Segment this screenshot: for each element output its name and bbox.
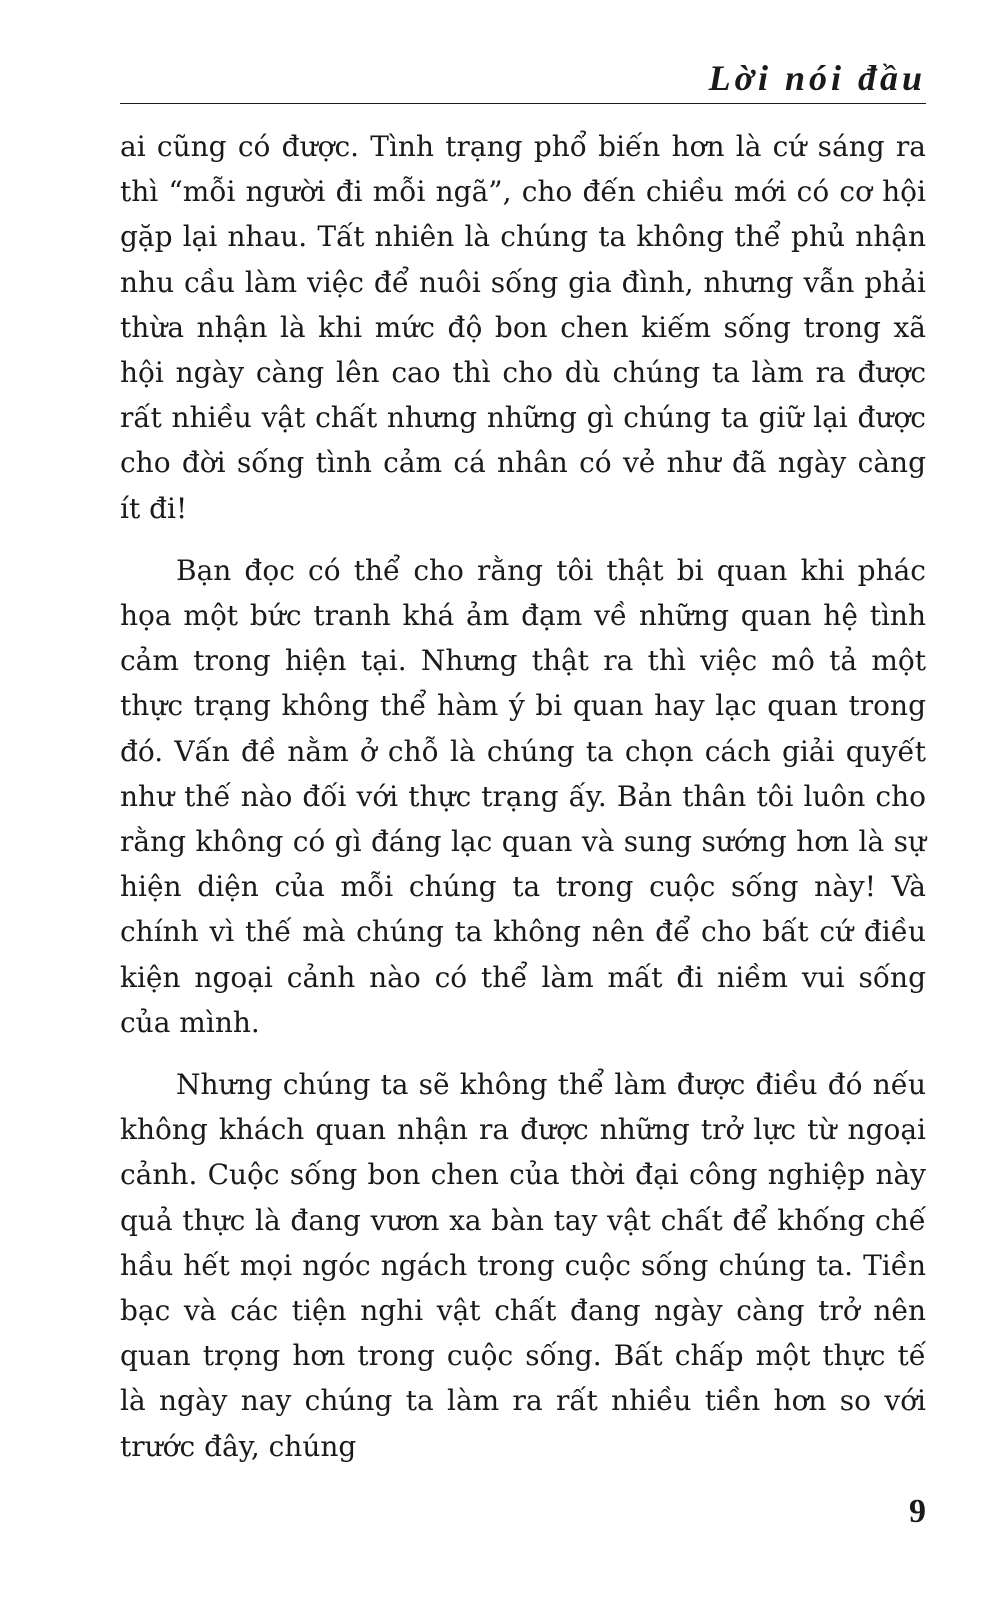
paragraph: Bạn đọc có thể cho rằng tôi thật bi quan khi phác họa một bức tranh khá ảm đạm về những quan hệ tình cảm trong hiện tại. Nhưng thật ra thì việc mô tả một thực trạng không thể hàm ý bi quan hay lạc quan trong đó. Vấn đề nằm ở chỗ là chúng ta chọn cách giải quyết như thế nào đối với thực trạng ấy. Bản thân tôi luôn cho rằng không có gì đáng lạc quan và sung sướng hơn là sự hiện diện của mỗi chúng ta trong cuộc sống này! Và chính vì thế mà chúng ta không nên để cho bất cứ điều kiện ngoại cảnh nào có thể làm mất đi niềm vui sống của mình. xyxy=(120,553,926,1039)
header-divider xyxy=(120,103,926,104)
paragraph-continued: ai cũng có được. Tình trạng phổ biến hơn là cứ sáng ra thì “mỗi người đi mỗi ngã”, cho đến chiều mới có cơ hội gặp lại nhau. Tất nhiên là chúng ta không thể phủ nhận nhu cầu làm việc để nuôi sống gia đình, nhưng vẫn phải thừa nhận là khi mức độ bon chen kiếm sống trong xã hội ngày càng lên cao thì cho dù chúng ta làm ra được rất nhiều vật chất nhưng những gì chúng ta giữ lại được cho đời sống tình cảm cá nhân có vẻ như đã ngày càng ít đi! xyxy=(120,130,926,525)
running-header-title: Lời nói đầu xyxy=(708,58,926,98)
paragraph: Nhưng chúng ta sẽ không thể làm được điều đó nếu không khách quan nhận ra được những trở lực từ ngoại cảnh. Cuộc sống bon chen của thời đại công nghiệp này quả thực là đang vươn xa bàn tay vật chất để khống chế hầu hết mọi ngóc ngách trong cuộc sống chúng ta. Tiền bạc và các tiện nghi vật chất đang ngày càng trở nên quan trọng hơn trong cuộc sống. Bất chấp một thực tế là ngày nay chúng ta làm ra rất nhiều tiền hơn so với trước đây, chúng xyxy=(120,1068,926,1463)
page-number: 9 xyxy=(909,1493,926,1530)
body-text xyxy=(120,124,926,1469)
